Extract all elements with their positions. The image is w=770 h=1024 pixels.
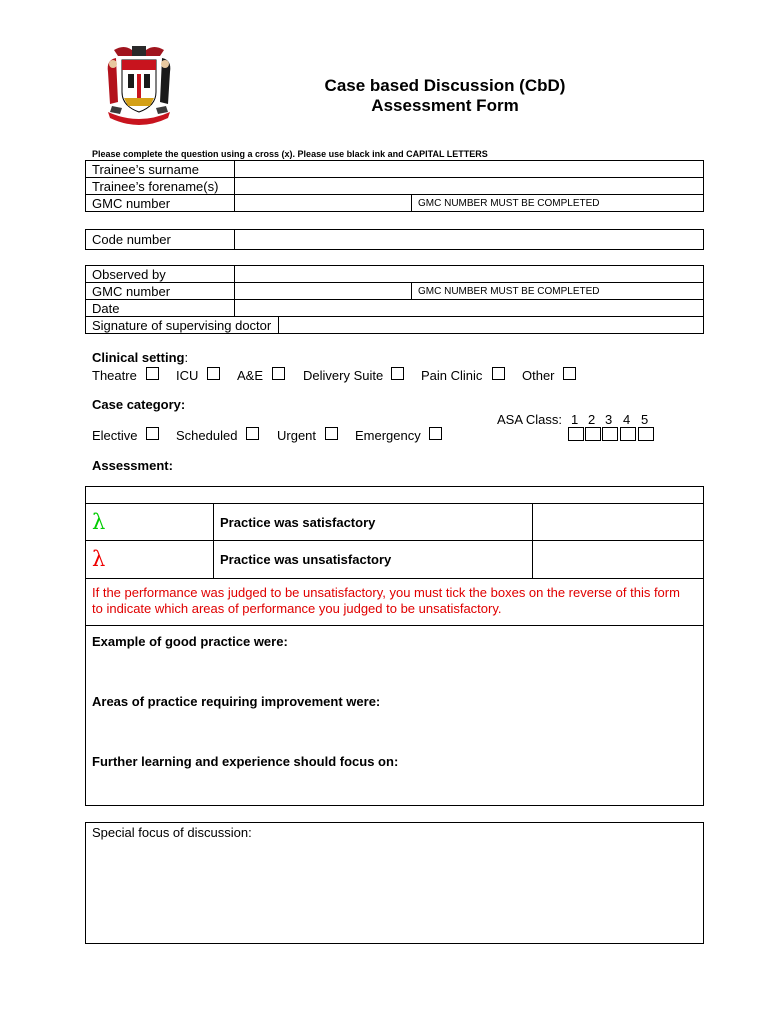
special-focus-box[interactable] <box>85 822 704 944</box>
signature-row <box>86 317 704 334</box>
unsatisfactory-checkbox-cell[interactable] <box>533 541 703 578</box>
setting-icu-checkbox[interactable] <box>207 367 220 380</box>
category-scheduled-checkbox[interactable] <box>246 427 259 440</box>
category-scheduled-label: Scheduled <box>176 428 238 443</box>
asa-number-1: 1 <box>571 412 579 427</box>
setting-icu-label: ICU <box>176 368 199 383</box>
forename-field[interactable] <box>235 178 704 195</box>
form-title-line1: Case based Discussion (CbD) <box>324 76 566 95</box>
surname-field[interactable] <box>235 161 704 178</box>
special-focus-label: Special focus of discussion: <box>92 825 252 840</box>
date-field[interactable] <box>235 300 704 317</box>
assessment-rows-bottom-divider <box>86 578 703 579</box>
further-learning-label: Further learning and experience should focus on: <box>92 754 399 769</box>
asa-1-checkbox[interactable] <box>568 427 584 441</box>
clinical-setting-heading: Clinical setting: <box>92 350 189 365</box>
setting-ae-label: A&E <box>237 368 264 383</box>
setting-pain-clinic-checkbox[interactable] <box>492 367 505 380</box>
setting-delivery-suite-label: Delivery Suite <box>303 368 384 383</box>
observer-gmc-note: GMC NUMBER MUST BE COMPLETED <box>418 285 600 297</box>
gmc-field-row <box>235 195 704 212</box>
category-emergency-label: Emergency <box>355 428 421 443</box>
asa-number-2: 2 <box>588 412 596 427</box>
gmc-label: GMC number <box>86 195 235 212</box>
signature-label: Signature of supervising doctor <box>86 317 279 333</box>
improvement-label: Areas of practice requiring improvement were: <box>92 694 381 709</box>
form-instruction: Please complete the question using a cross (x). Please use black ink and CAPITAL LETTERS <box>92 149 488 159</box>
code-number-field[interactable] <box>235 230 704 250</box>
code-number-table <box>85 229 704 250</box>
trainee-details-table <box>85 160 704 212</box>
good-practice-label: Example of good practice were: <box>92 634 288 649</box>
setting-other-checkbox[interactable] <box>563 367 576 380</box>
coat-of-arms-logo <box>104 42 174 132</box>
surname-label: Trainee’s surname <box>86 161 235 178</box>
asa-number-5: 5 <box>641 412 649 427</box>
asa-4-checkbox[interactable] <box>620 427 636 441</box>
setting-other-label: Other <box>522 368 555 383</box>
setting-ae-checkbox[interactable] <box>272 367 285 380</box>
gmc-note: GMC NUMBER MUST BE COMPLETED <box>418 197 600 209</box>
observer-table <box>85 265 704 334</box>
asa-class-label: ASA Class: <box>497 412 563 427</box>
unsatisfactory-warning: If the performance was judged to be unsatisfactory, you must tick the boxes on the reverse of this form to indicate which areas of performance you judged to be unsatisfactory. <box>92 585 680 616</box>
observer-gmc-field[interactable] <box>235 283 412 299</box>
observed-by-label: Observed by <box>86 266 235 283</box>
category-urgent-label: Urgent <box>277 428 317 443</box>
form-title-line2: Assessment Form <box>371 96 519 115</box>
assessment-heading: Assessment: <box>92 458 173 473</box>
forename-label: Trainee’s forename(s) <box>86 178 235 195</box>
setting-pain-clinic-label: Pain Clinic <box>421 368 483 383</box>
category-emergency-checkbox[interactable] <box>429 427 442 440</box>
assessment-box <box>85 486 704 806</box>
unsatisfactory-lambda-icon: λ <box>92 547 106 571</box>
gmc-field[interactable] <box>235 195 412 211</box>
asa-number-4: 4 <box>623 412 631 427</box>
category-elective-checkbox[interactable] <box>146 427 159 440</box>
observer-gmc-row <box>235 283 704 300</box>
asa-3-checkbox[interactable] <box>602 427 618 441</box>
satisfactory-label: Practice was satisfactory <box>220 515 376 530</box>
category-urgent-checkbox[interactable] <box>325 427 338 440</box>
feedback-text-area[interactable] <box>87 652 702 802</box>
unsatisfactory-label: Practice was unsatisfactory <box>220 552 392 567</box>
assessment-col-divider-1 <box>213 503 214 578</box>
case-category-heading: Case category: <box>92 397 186 412</box>
feedback-divider <box>86 625 703 626</box>
date-label: Date <box>86 300 235 317</box>
asa-2-checkbox[interactable] <box>585 427 601 441</box>
observed-by-field[interactable] <box>235 266 704 283</box>
setting-theatre-label: Theatre <box>92 368 137 383</box>
setting-theatre-checkbox[interactable] <box>146 367 159 380</box>
asa-number-3: 3 <box>605 412 613 427</box>
signature-field[interactable] <box>279 317 704 333</box>
satisfactory-checkbox-cell[interactable] <box>533 504 703 540</box>
code-number-label: Code number <box>86 230 235 250</box>
observer-gmc-label: GMC number <box>86 283 235 300</box>
category-elective-label: Elective <box>92 428 138 443</box>
setting-delivery-suite-checkbox[interactable] <box>391 367 404 380</box>
satisfactory-lambda-icon: λ <box>92 510 106 534</box>
asa-5-checkbox[interactable] <box>638 427 654 441</box>
